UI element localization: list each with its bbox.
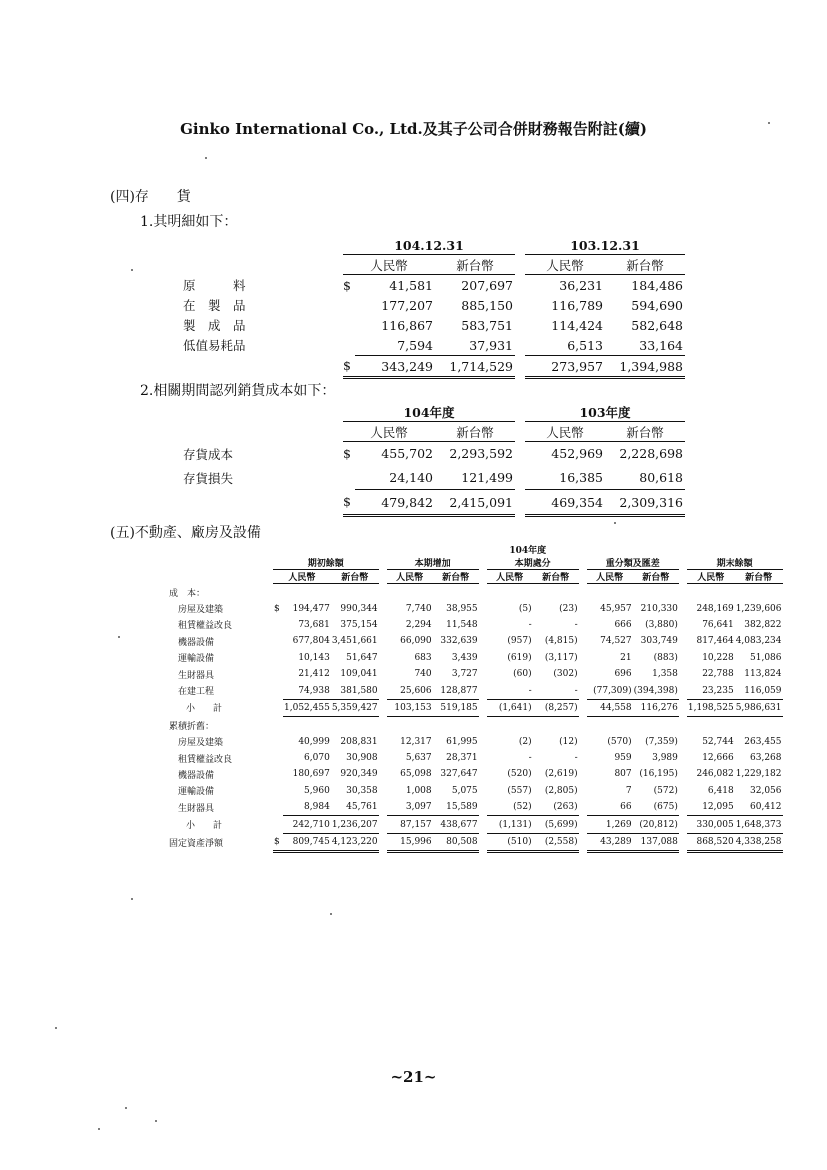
currency-header: 新台幣	[605, 255, 685, 275]
cell: 3,727	[451, 669, 478, 680]
cell: 66	[587, 799, 633, 816]
cell: 3,989	[652, 753, 678, 764]
cell: 382,822	[744, 619, 782, 630]
cell: 65,098	[400, 769, 432, 780]
cell: (52)	[487, 799, 533, 816]
cell: 1,008	[405, 785, 432, 796]
cell: 817,464	[696, 636, 734, 647]
cell: (12)	[559, 736, 578, 747]
cell: 28,371	[446, 753, 478, 764]
page-title: Ginko International Co., Ltd.及其子公司合併財務報告附註(續)	[180, 120, 647, 138]
group-header: 本期增加	[387, 556, 479, 570]
cell: 10,143	[298, 652, 330, 663]
cell: 208,831	[340, 736, 378, 747]
currency-header: 新台幣	[533, 570, 579, 584]
currency-header: 新台幣	[331, 570, 379, 584]
row-label: 低值易耗品	[183, 338, 246, 354]
cell: 7,740	[405, 603, 432, 614]
row-label: 機器設備	[178, 770, 215, 781]
currency-header: 人民幣	[273, 570, 331, 584]
section4-heading: (四)存 貨	[110, 189, 191, 205]
table-row	[168, 766, 783, 782]
cell: 2,309,316	[605, 490, 685, 516]
cell: 375,154	[340, 619, 378, 630]
cell: 40,999	[298, 736, 330, 747]
table-row	[168, 799, 783, 816]
cell: (20,812)	[633, 816, 679, 833]
group-header: 期末餘額	[687, 556, 783, 570]
cell: 4,083,234	[735, 636, 782, 647]
cell: 21	[620, 652, 632, 663]
cell: 807	[614, 769, 632, 780]
cell: 41,581	[389, 277, 433, 293]
cell: (394,398)	[633, 682, 679, 699]
cell: -	[487, 682, 533, 699]
cell: 116,867	[381, 317, 433, 333]
row-label: 固定資產淨額	[169, 839, 224, 850]
section4-sub2: 2.相關期間認列銷貨成本如下：	[140, 383, 336, 399]
cell: 1,269	[587, 816, 633, 833]
cell: 116,789	[551, 297, 603, 313]
cell: (2)	[518, 736, 532, 747]
row-label: 存貨損失	[183, 470, 234, 486]
cell: 2,228,698	[619, 446, 683, 462]
cell: (1,641)	[487, 699, 533, 716]
scan-speck	[330, 913, 332, 915]
cell: 80,508	[433, 833, 479, 851]
cell: 920,349	[340, 769, 378, 780]
cell: 303,749	[640, 636, 678, 647]
cell: 16,385	[525, 466, 605, 490]
cell: (570)	[607, 736, 632, 747]
cell: 7	[625, 785, 632, 796]
cell: 24,140	[355, 466, 435, 490]
cell: 30,358	[346, 785, 378, 796]
row-label: 租賃權益改良	[178, 621, 233, 632]
table-row	[168, 633, 783, 649]
table-row	[183, 466, 685, 490]
cell: 33,164	[605, 335, 685, 356]
currency-header: 新台幣	[435, 422, 515, 442]
cell: 740	[414, 669, 432, 680]
cell: 73,681	[298, 619, 330, 630]
cell: 114,424	[551, 317, 603, 333]
cell: 137,088	[633, 833, 679, 851]
cell: 594,690	[631, 297, 683, 313]
row-label: 製 成 品	[183, 318, 246, 333]
cell: 5,960	[304, 785, 330, 796]
row-label: 租賃權益改良	[178, 754, 233, 765]
cell: 15,996	[387, 833, 433, 851]
cell: 21,412	[298, 669, 330, 680]
cell: 10,228	[702, 652, 734, 663]
row-label: 生財器具	[178, 670, 215, 681]
cell: 51,647	[346, 652, 378, 663]
cell: 246,082	[696, 769, 734, 780]
table-row	[183, 442, 685, 466]
cell: 210,330	[640, 603, 678, 614]
cell: (572)	[653, 785, 678, 796]
cell: 12,666	[702, 753, 734, 764]
table-row	[168, 750, 783, 766]
table-row	[183, 335, 685, 356]
currency-symbol: $	[343, 356, 355, 378]
cell: 479,842	[355, 490, 435, 516]
scan-speck	[768, 122, 770, 124]
row-label: 存貨成本	[183, 446, 234, 462]
cell: (619)	[507, 652, 532, 663]
cell: 5,359,427	[331, 699, 379, 716]
cell: 128,877	[433, 682, 479, 699]
cell: 263,455	[744, 736, 782, 747]
cell: 455,702	[381, 446, 433, 462]
row-label: 在建工程	[178, 687, 215, 698]
cell: (5,699)	[533, 816, 579, 833]
currency-header: 人民幣	[343, 422, 435, 442]
cell: 3,451,661	[331, 636, 378, 647]
row-label: 機器設備	[178, 637, 215, 648]
cell: (302)	[553, 669, 578, 680]
cell: 87,157	[387, 816, 433, 833]
cell: 12,317	[400, 736, 432, 747]
cell: 959	[614, 753, 632, 764]
cell: (2,805)	[544, 785, 578, 796]
currency-symbol: $	[343, 490, 355, 516]
scan-speck	[614, 522, 616, 524]
cell: 109,041	[340, 669, 378, 680]
cell: 22,788	[702, 669, 734, 680]
cell: 60,412	[735, 799, 783, 816]
currency-header: 人民幣	[587, 570, 633, 584]
cell: 74,527	[600, 636, 632, 647]
cell: (23)	[559, 603, 578, 614]
scan-speck	[155, 1120, 157, 1122]
net-row	[168, 833, 783, 851]
cell: 51,086	[750, 652, 782, 663]
cell: 76,641	[702, 619, 734, 630]
group-header: 103年度	[525, 403, 685, 422]
cell: 5,075	[451, 785, 478, 796]
cell: 330,005	[687, 816, 735, 833]
table-row	[183, 275, 685, 296]
cell: 36,231	[559, 277, 603, 293]
cell: (557)	[507, 785, 532, 796]
cell: 38,955	[446, 603, 478, 614]
cell: 1,714,529	[435, 356, 515, 378]
ppe-table	[168, 543, 783, 853]
cell: 1,239,606	[735, 603, 782, 614]
cell: 809,745	[283, 833, 331, 851]
cell: 452,969	[551, 446, 603, 462]
currency-header: 新台幣	[605, 422, 685, 442]
scan-speck	[125, 1107, 127, 1109]
cell: 1,052,455	[283, 699, 331, 716]
row-label: 生財器具	[178, 804, 215, 815]
cell: 332,639	[440, 636, 478, 647]
cell: 519,185	[433, 699, 479, 716]
cell: 8,984	[283, 799, 331, 816]
cell: 52,744	[702, 736, 734, 747]
cell: 80,618	[605, 466, 685, 490]
group-header: 103.12.31	[525, 236, 685, 255]
cell: 25,606	[387, 682, 433, 699]
cell: 121,499	[435, 466, 515, 490]
currency-header: 人民幣	[387, 570, 433, 584]
cell: 45,761	[331, 799, 379, 816]
cell: (2,558)	[533, 833, 579, 851]
cell: 2,415,091	[435, 490, 515, 516]
cell: 116,276	[633, 699, 679, 716]
currency-header: 新台幣	[735, 570, 783, 584]
cell: 44,558	[587, 699, 633, 716]
cell: 61,995	[446, 736, 478, 747]
cell: 1,648,373	[735, 816, 783, 833]
dep-label: 累積折舊：	[169, 721, 215, 732]
currency-symbol: $	[273, 833, 283, 851]
row-label: 在 製 品	[183, 298, 246, 313]
cell: 469,354	[525, 490, 605, 516]
cell: (510)	[487, 833, 533, 851]
currency-header: 新台幣	[433, 570, 479, 584]
cell: 1,236,207	[331, 816, 379, 833]
cell: 7,594	[355, 335, 435, 356]
year-header: 104年度	[509, 546, 547, 556]
section5-heading: (五)不動產、廠房及設備	[110, 525, 261, 541]
cell: 30,908	[346, 753, 378, 764]
cell: 381,580	[331, 682, 379, 699]
section4-sub1: 1.其明細如下：	[140, 214, 238, 230]
inventory-table	[183, 236, 685, 379]
cell: (1,131)	[487, 816, 533, 833]
cell: (77,309)	[587, 682, 633, 699]
cell: 1,198,525	[687, 699, 735, 716]
cell: (4,815)	[544, 636, 578, 647]
row-label: 運輸設備	[178, 787, 215, 798]
cell: 194,477	[292, 603, 330, 614]
cell: 683	[414, 652, 432, 663]
table-row	[168, 650, 783, 666]
cell: 63,268	[750, 753, 782, 764]
subtotal-row	[168, 816, 783, 833]
currency-symbol: $	[274, 603, 280, 614]
currency-header: 人民幣	[343, 255, 435, 275]
currency-header: 新台幣	[633, 570, 679, 584]
cell: (520)	[507, 769, 532, 780]
total-row	[183, 490, 685, 516]
cell: 32,056	[750, 785, 782, 796]
cell: -	[574, 753, 578, 764]
cell: 666	[614, 619, 632, 630]
currency-header: 人民幣	[525, 255, 605, 275]
total-row	[183, 356, 685, 378]
group-header: 本期處分	[487, 556, 579, 570]
currency-symbol: $	[343, 277, 351, 293]
cell: 242,710	[283, 816, 331, 833]
cell: (2,619)	[544, 769, 578, 780]
table-row	[168, 666, 783, 682]
table-row	[168, 600, 783, 616]
cell: 4,123,220	[331, 833, 379, 851]
cell: 3,097	[387, 799, 433, 816]
cell: (263)	[533, 799, 579, 816]
cell: (883)	[653, 652, 678, 663]
row-label: 原 料	[183, 277, 246, 293]
currency-symbol: $	[343, 446, 351, 462]
cell: (3,117)	[544, 652, 578, 663]
cell: 180,697	[292, 769, 330, 780]
cell: 6,070	[304, 753, 330, 764]
group-header: 重分類及匯差	[587, 556, 679, 570]
cell: (60)	[513, 669, 532, 680]
table-row	[168, 734, 783, 750]
cell: -	[528, 753, 532, 764]
row-label: 小 計	[186, 704, 223, 715]
cell: 23,235	[687, 682, 735, 699]
page-number: ~21~	[390, 1068, 437, 1086]
table-row	[168, 617, 783, 633]
cell: 113,824	[744, 669, 782, 680]
cell: 45,957	[600, 603, 632, 614]
cell: 12,095	[687, 799, 735, 816]
cell: 207,697	[461, 277, 513, 293]
scan-speck	[98, 1128, 100, 1130]
cell: 582,648	[631, 317, 683, 333]
cell: (675)	[633, 799, 679, 816]
cell: 273,957	[525, 356, 605, 378]
cell: 11,548	[446, 619, 478, 630]
row-label: 房屋及建築	[178, 738, 224, 749]
cell: 677,804	[292, 636, 330, 647]
cell: 43,289	[587, 833, 633, 851]
group-header: 104年度	[343, 403, 515, 422]
table-row	[168, 783, 783, 799]
cell: 116,059	[735, 682, 783, 699]
cell: 885,150	[461, 297, 513, 313]
row-label: 運輸設備	[178, 654, 215, 665]
group-header: 期初餘額	[273, 556, 379, 570]
cell: -	[574, 619, 578, 630]
subtotal-row	[168, 699, 783, 716]
currency-header: 人民幣	[525, 422, 605, 442]
cell: 1,394,988	[605, 356, 685, 378]
cell: 438,677	[433, 816, 479, 833]
cell: (3,880)	[645, 619, 678, 630]
cell: (5)	[518, 603, 532, 614]
table-row	[183, 315, 685, 335]
table-row	[183, 295, 685, 315]
cell: (16,195)	[639, 769, 678, 780]
table-row	[168, 682, 783, 699]
cell: 696	[614, 669, 632, 680]
cell: 343,249	[355, 356, 435, 378]
cell: 74,938	[283, 682, 331, 699]
cell: -	[533, 682, 579, 699]
cell: 1,358	[652, 669, 678, 680]
scan-speck	[118, 636, 120, 638]
cell: 6,513	[525, 335, 605, 356]
scan-speck	[131, 898, 133, 900]
scan-speck	[55, 1027, 57, 1029]
cell: (7,359)	[645, 736, 678, 747]
cell: 248,169	[696, 603, 734, 614]
cost-label: 成 本：	[169, 588, 206, 599]
cell: 2,293,592	[449, 446, 513, 462]
cell: 583,751	[461, 317, 513, 333]
cell: -	[528, 619, 532, 630]
cell: 2,294	[405, 619, 432, 630]
cell: 5,986,631	[735, 699, 783, 716]
cell: 37,931	[435, 335, 515, 356]
cell: 6,418	[707, 785, 734, 796]
cell: (957)	[507, 636, 532, 647]
row-label: 房屋及建築	[178, 605, 224, 616]
scan-speck	[205, 157, 207, 159]
cogs-table	[183, 403, 685, 517]
scan-speck	[131, 269, 133, 271]
currency-header: 新台幣	[435, 255, 515, 275]
cell: 66,090	[400, 636, 432, 647]
cell: 3,439	[451, 652, 478, 663]
currency-header: 人民幣	[687, 570, 735, 584]
currency-header: 人民幣	[487, 570, 533, 584]
cell: 868,520	[687, 833, 735, 851]
cell: 5,637	[405, 753, 432, 764]
cell: 103,153	[387, 699, 433, 716]
cell: 1,229,182	[735, 769, 782, 780]
cell: 184,486	[631, 277, 683, 293]
cell: 4,338,258	[735, 833, 783, 851]
cell: 177,207	[381, 297, 433, 313]
row-label: 小 計	[186, 821, 223, 832]
cell: 327,647	[440, 769, 478, 780]
cell: 15,589	[433, 799, 479, 816]
group-header: 104.12.31	[343, 236, 515, 255]
cell: (8,257)	[533, 699, 579, 716]
cell: 990,344	[340, 603, 378, 614]
